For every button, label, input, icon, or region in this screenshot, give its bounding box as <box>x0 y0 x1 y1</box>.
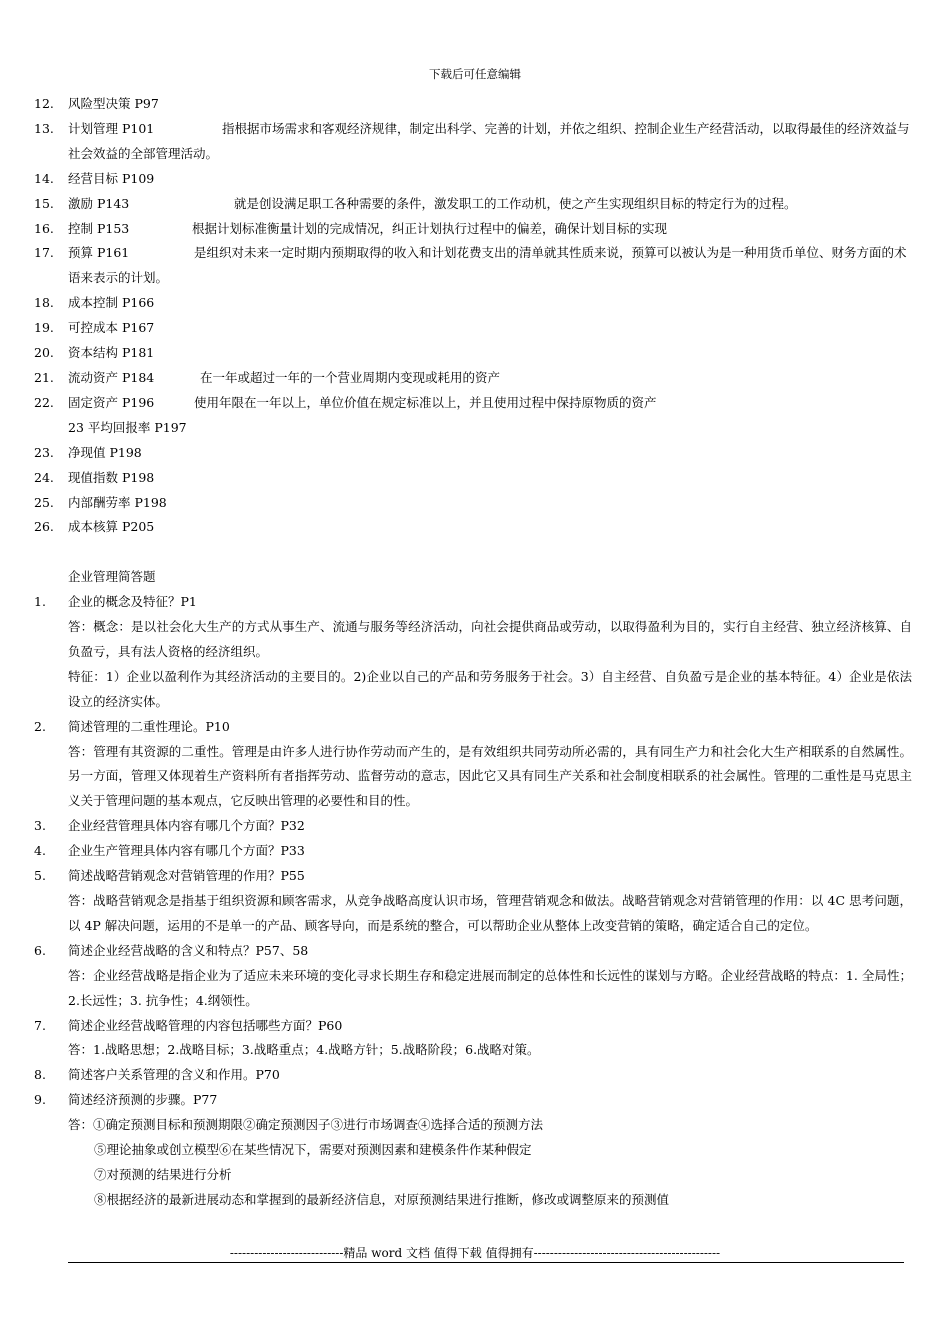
item-text: 成本核算 P205 <box>68 519 155 535</box>
list-item <box>34 192 912 217</box>
answer-paragraph: 答：管理有其资源的二重性。管理是由许多人进行协作劳动而产生的，是有效组织共同劳动所必需的，具有同生产力和社会化大生产相联系的自然属性。另一方面，管理又体现着生产资料所有者指挥劳动、监督劳动的意志，因此它又具有同生产关系和社会制度相联系的社会属性。管理的二重性是马克思主义关于管理问题的基本观点，它反映出管理的必要性和目的性。 <box>68 743 912 809</box>
item-text: 可控成本 P167 <box>68 320 155 336</box>
item-number: 23. <box>34 444 54 460</box>
answer-paragraph: 特征：1）企业以盈利作为其经济活动的主要目的。2)企业以自己的产品和劳务服务于社会。3）自主经营、自负盈亏是企业的基本特征。4）企业是依法设立的经济实体。 <box>68 668 912 709</box>
term-label: 预算 P161 <box>68 245 130 261</box>
term-definition: 指根据市场需求和客观经济规律，制定出科学、完善的计划，并依之组织、控制企业生产经营活动，以取得最佳的经济效益与社会效益的全部管理活动。 <box>68 120 910 161</box>
question-text: 企业经营管理具体内容有哪几个方面？P32 <box>68 818 305 834</box>
list-item <box>34 466 912 491</box>
item-number: 14. <box>34 170 54 186</box>
term-definition: 在一年或超过一年的一个营业周期内变现或耗用的资产 <box>200 369 501 385</box>
list-item <box>34 217 912 242</box>
list-item <box>34 441 912 466</box>
item-text: 风险型决策 P97 <box>68 96 159 111</box>
answer-paragraph: 答：概念：是以社会化大生产的方式从事生产、流通与服务等经济活动，向社会提供商品或劳动，以取得盈利为目的，实行自主经营、独立经济核算、自负盈亏，具有法人资格的经济组织。 <box>68 619 912 659</box>
answer-paragraph: 答：企业经营战略是指企业为了适应未来环境的变化寻求长期生存和稳定进展而制定的总体性和长远性的谋划与方略。企业经营战略的特点：1. 全局性；2.长远性；3. 抗争性；4.纲领性。 <box>68 967 912 1008</box>
item-text: 资本结构 P181 <box>68 345 155 361</box>
answer-paragraph: 答：战略营销观念是指基于组织资源和顾客需求，从竞争战略高度认识市场，管理营销观念和做法。战略营销观念对营销管理的作用：以 4C 思考问题，以 4P 解决问题，运用的不是单一的产品、顾客导向，而是系统的整合，可以帮助企业从整体上改变营销的策略，确定适合自己的定位。 <box>68 892 912 933</box>
document-body <box>34 92 912 1213</box>
term-definition: 是组织对未来一定时期内预期取得的收入和计划花费支出的清单就其性质来说，预算可以被认为是一种用货币单位、财务方面的术语来表示的计划。 <box>68 245 907 286</box>
list-item <box>34 316 912 341</box>
term-label: 固定资产 P196 <box>68 394 155 410</box>
term-label: 控制 P153 <box>68 220 130 236</box>
question-text: 简述管理的二重性理论。P10 <box>68 718 230 734</box>
question-text: 简述客户关系管理的含义和作用。P70 <box>68 1067 280 1083</box>
item-number: 18. <box>34 295 54 311</box>
list-item <box>34 241 912 291</box>
answer-line: ⑦对预测的结果进行分析 <box>94 1166 232 1182</box>
question-item <box>34 939 912 964</box>
list-item <box>34 515 912 540</box>
page-footer: ----------------------------精品 word 文档 值得下载 值得拥有---------------------------------------------- <box>229 1246 721 1260</box>
item-number: 9. <box>34 1092 46 1108</box>
term-definition: 就是创设满足职工各种需要的条件，激发职工的工作动机，使之产生实现组织目标的特定行为的过程。 <box>234 195 797 211</box>
item-number: 12. <box>34 96 54 111</box>
answer-steps <box>34 1113 912 1213</box>
term-label: 计划管理 P101 <box>68 120 155 136</box>
list-item <box>34 167 912 192</box>
question-item <box>34 1014 912 1039</box>
question-item <box>34 715 912 740</box>
list-item <box>34 117 912 167</box>
footer-divider <box>68 1262 904 1263</box>
question-text: 简述经济预测的步骤。P77 <box>68 1092 218 1108</box>
question-item <box>34 864 912 889</box>
item-number: 13. <box>34 120 54 136</box>
item-text: 成本控制 P166 <box>68 295 155 311</box>
item-number: 15. <box>34 195 54 211</box>
item-number: 16. <box>34 220 54 236</box>
item-number: 7. <box>34 1017 46 1033</box>
list-item <box>34 291 912 316</box>
list-item <box>34 391 912 416</box>
term-definition: 使用年限在一年以上，单位价值在规定标准以上，并且使用过程中保持原物质的资产 <box>194 394 657 410</box>
page-header: 下载后可任意编辑 <box>429 67 521 81</box>
item-text: 经营目标 P109 <box>68 170 155 186</box>
question-item <box>34 590 912 615</box>
item-text: 净现值 P198 <box>68 444 142 460</box>
term-definition: 根据计划标准衡量计划的完成情况，纠正计划执行过程中的偏差，确保计划目标的实现 <box>192 220 668 236</box>
item-number: 1. <box>34 594 46 610</box>
item-number: 19. <box>34 320 54 336</box>
answer-line: ⑤理论抽象或创立模型⑥在某些情况下，需要对预测因素和建模条件作某种假定 <box>94 1142 532 1158</box>
term-label: 流动资产 P184 <box>68 369 155 385</box>
answer-line: ⑧根据经济的最新进展动态和掌握到的最新经济信息，对原预测结果进行推断，修改或调整原来的预测值 <box>94 1191 670 1207</box>
question-item <box>34 1063 912 1088</box>
question-item <box>34 814 912 839</box>
section-title: 企业管理简答题 <box>68 569 156 585</box>
question-text: 简述企业经营战略管理的内容包括哪些方面？P60 <box>68 1017 343 1033</box>
list-item <box>34 341 912 366</box>
item-number: 25. <box>34 494 54 510</box>
item-text: 现值指数 P198 <box>68 469 155 485</box>
answer-paragraph: 答：1.战略思想；2.战略目标；3.战略重点；4.战略方针；5.战略阶段；6.战略对策。 <box>68 1042 540 1058</box>
question-text: 简述战略营销观念对营销管理的作用？P55 <box>68 868 305 884</box>
list-item <box>34 366 912 391</box>
list-item <box>34 491 912 516</box>
item-number: 4. <box>34 843 46 859</box>
item-number: 2. <box>34 718 46 734</box>
question-item <box>34 839 912 864</box>
item-number: 26. <box>34 519 54 535</box>
question-text: 企业生产管理具体内容有哪几个方面？P33 <box>68 843 305 859</box>
answer-line: 答：①确定预测目标和预测期限②确定预测因子③进行市场调查④选择合适的预测方法 <box>68 1117 544 1133</box>
question-text: 简述企业经营战略的含义和特点？P57、58 <box>68 942 309 958</box>
question-item <box>34 1088 912 1113</box>
item-number: 6. <box>34 942 46 958</box>
term-label: 激励 P143 <box>68 195 130 211</box>
item-number: 3. <box>34 818 46 834</box>
item-number: 17. <box>34 245 54 261</box>
list-item <box>34 92 912 117</box>
item-number: 8. <box>34 1067 46 1083</box>
item-number: 5. <box>34 868 46 884</box>
item-number: 22. <box>34 394 54 410</box>
item-number: 21. <box>34 369 54 385</box>
item-number: 20. <box>34 345 54 361</box>
item-text: 内部酬劳率 P198 <box>68 494 167 510</box>
question-text: 企业的概念及特征？P1 <box>68 594 197 610</box>
list-item: 23 平均回报率 P197 <box>68 419 187 435</box>
item-number: 24. <box>34 469 54 485</box>
